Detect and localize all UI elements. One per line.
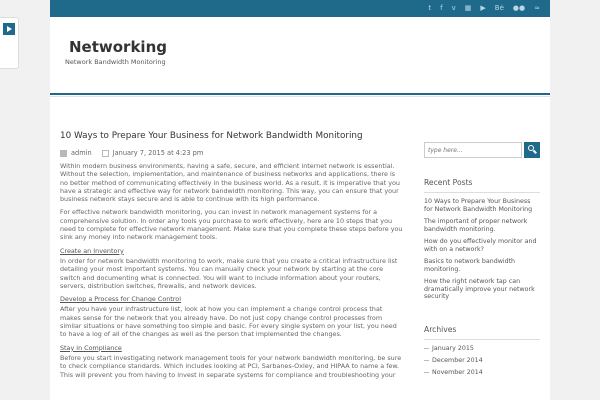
post-author[interactable]: admin <box>71 149 92 157</box>
post-date: January 7, 2015 at 4:23 pm <box>112 149 204 157</box>
top-bar <box>50 0 550 17</box>
archives-widget <box>424 325 540 376</box>
delicious-icon[interactable]: ▦ <box>464 4 472 12</box>
header-divider <box>50 93 550 95</box>
recent-post-link[interactable]: Basics to network bandwidth monitoring. <box>424 258 516 273</box>
post-paragraph: For effective network bandwidth monitoring, you can invest in network management systems for a comprehensive solution. In order any tools you purchase to work effectively, here are 10 steps that you need to complete for effective network management. Make sure that you complete these steps before you sink any money into network management tools. <box>60 208 403 242</box>
post-paragraph: Before you start investigating network management tools for your network bandwidth monitoring, be sure to check compliance standards. Which includes looking at PCI, Sarbanes-Oxley, and HIPAA to name a few. This will prevent you from having to invest in separate systems for compliance and troubleshooting your <box>60 353 402 379</box>
page-container <box>50 17 550 400</box>
play-icon[interactable] <box>3 23 15 35</box>
archive-link[interactable]: December 2014 <box>432 356 483 364</box>
vimeo-icon[interactable]: v <box>451 4 456 12</box>
search-input[interactable]: type here... <box>424 142 522 158</box>
archive-link[interactable]: January 2015 <box>432 344 474 352</box>
recent-post-link[interactable]: How do you effectively monitor and with on a network? <box>424 238 537 253</box>
section-heading: Stay in Compliance <box>60 343 122 352</box>
post-title[interactable]: 10 Ways to Prepare Your Business for Network Bandwidth Monitoring <box>60 131 363 141</box>
widget-divider <box>424 339 540 340</box>
post-paragraph: After you have your infrastructure list, look at how you can implement a change control process that makes sense for the network that you already have. Do not just copy change control processes from similar situations or have something too simple and basic. For every single system on your list, you need to have a log of all of the changes as well as the person that implemented the changes. <box>60 305 397 339</box>
social-links <box>428 2 540 14</box>
bullet-dash <box>424 360 429 361</box>
recent-post-link[interactable]: How the right network tap can dramatically improve your network security <box>424 278 535 300</box>
recent-post-link[interactable]: The important of proper network bandwidth monitoring. <box>424 218 528 233</box>
recent-post-link[interactable]: 10 Ways to Prepare Your Business for Network Bandwidth Monitoring <box>424 198 533 213</box>
calendar-icon <box>102 150 109 157</box>
user-icon <box>60 150 67 157</box>
flickr-icon[interactable]: ●● <box>512 4 526 12</box>
recent-posts-title: Recent Posts <box>424 178 473 187</box>
archive-link[interactable]: November 2014 <box>432 368 483 376</box>
sidebar <box>424 142 540 376</box>
post-paragraph: In order for network bandwidth monitoring to work, make sure that you create a critical infrastructure list detailing your most important systems. You can manually check your network by starting at the core switch and documenting what is connected. You will want to include information about your routers, servers, distribution switches, firewalls, and network devices. <box>60 256 398 290</box>
youtube-icon[interactable]: ▶ <box>480 4 486 12</box>
twitter-icon[interactable]: t <box>428 4 432 12</box>
archives-title: Archives <box>424 324 457 334</box>
archives-list <box>424 345 540 376</box>
archive-item[interactable] <box>424 345 540 352</box>
post-paragraph: Within modern business environments, having a safe, secure, and efficient internet network is essential. Without the selection, implementation, and maintenance of business networks and applications, there is no better method of communicating effectively in the business world. As a result, it is imperative that you have a strategic and effective way for network bandwidth monitoring. This way, you can ensure that your business network stays secure and is able to continue with its high performance. <box>60 162 400 204</box>
post-content <box>60 130 405 379</box>
facebook-icon[interactable]: f <box>440 4 443 12</box>
recent-posts-list <box>424 198 540 301</box>
site-description: Network Bandwidth Monitoring <box>65 58 166 66</box>
archive-item[interactable] <box>424 369 540 376</box>
bullet-dash <box>424 372 429 373</box>
section-heading: Develop a Process for Change Control <box>60 295 181 304</box>
behance-icon[interactable]: Bė <box>494 4 504 12</box>
archive-item[interactable] <box>424 357 540 364</box>
side-panel-toggle[interactable] <box>0 17 19 69</box>
site-title[interactable]: Networking <box>69 38 167 56</box>
header-divider-shadow <box>50 96 550 97</box>
post-meta <box>60 148 405 158</box>
section-heading: Create an Inventory <box>60 246 124 255</box>
bullet-dash <box>424 348 429 349</box>
search-button[interactable] <box>524 142 540 158</box>
rss-icon[interactable]: ≈ <box>534 4 540 12</box>
search-form <box>424 142 540 158</box>
widget-divider <box>424 192 540 193</box>
